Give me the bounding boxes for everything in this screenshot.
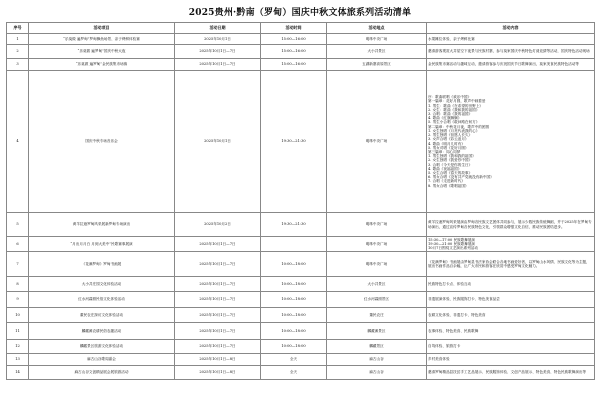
cell-project: 麻古山谷歌周嘉会 bbox=[29, 354, 175, 366]
cell-content: 序：歌曲联唱《欢乐中国》 第一篇章：花好月圆，歌声中载着爱 1. 男生：歌曲《在希望的田野上》 2. 女生：歌曲《我和我的祖国》 3. 合唱：歌曲《我的祖国》 4. 歌曲《红旗飘飘》 5. 男生小合唱《敢问路在何方》 第二篇章：中秋花月夜，歌声中的团圆 1. 女生独唱《月亮代表我的心》 2. 男生独唱《但愿人长久》 3. 女声合唱《彩云追月》 4. 歌曲《明月几时有》 5. 男女对唱《花好月圆》 第三篇章：同心同梦 1. 男生独唱《我和我的祖国》 2. 女生独唱《我爱你中国》 3. 合唱《今天是你的生日》 4. 歌曲《祝福祖国》 5. 女生合唱《春天的故事》 6. 男女合唱《没有共产党就没有新中国》 7. 合唱《走进新时代》 8. 男女合唱《歌唱祖国》 bbox=[427, 71, 595, 213]
table-row bbox=[7, 59, 595, 71]
header-time: 活动时间 bbox=[261, 23, 327, 34]
cell-time: 15:00—16:00 bbox=[261, 45, 327, 59]
table-row bbox=[7, 213, 595, 237]
cell-project: “月出月月白 月到大美中”民歌赛事展演 bbox=[29, 237, 175, 252]
cell-date: 2025年10月1日—7日 bbox=[175, 323, 261, 340]
cell-no: 11 bbox=[7, 323, 29, 340]
table-row bbox=[7, 308, 595, 323]
cell-time: 10:00—18:00 bbox=[261, 292, 327, 308]
cell-content: 邀请游客观赏大井星空下夜景与民族村寨，参与莫家国庆中秋特色灯谜竞猜等活动，国庆特色活动现场 bbox=[427, 45, 595, 59]
cell-project: 国庆中秋专场音乐会 bbox=[29, 71, 175, 213]
table-body bbox=[7, 34, 595, 380]
cell-date: 2025年10月1日—7日 bbox=[175, 45, 261, 59]
cell-no: 14 bbox=[7, 366, 29, 380]
cell-place: 明珠中央广场 bbox=[327, 71, 427, 213]
table-row bbox=[7, 277, 595, 292]
cell-time: 10:00—18:00 bbox=[261, 340, 327, 354]
cell-date: 2025年10月1日—7日 bbox=[175, 340, 261, 354]
table-header-row bbox=[7, 23, 595, 34]
cell-time: 10:00—18:00 bbox=[261, 277, 327, 292]
cell-place: 明珠中央广场 bbox=[327, 237, 427, 252]
table-row bbox=[7, 366, 595, 380]
cell-date: 2025年10月1日—8日 bbox=[175, 366, 261, 380]
header-date: 活动日期 bbox=[175, 23, 261, 34]
cell-time: 19:30—21:30 bbox=[261, 213, 327, 237]
cell-content: 农事体验、特色美食、民族歌舞 bbox=[427, 323, 595, 340]
cell-content: 金民族集市赛活动与趣味互动，邀请游客参与庆祝国庆节日歌舞演出，莫家美食民族特色活动等 bbox=[427, 59, 595, 71]
cell-time: 全天 bbox=[261, 366, 327, 380]
cell-date: 2025年10月1日—7日 bbox=[175, 308, 261, 323]
cell-place: 董民农庄 bbox=[327, 308, 427, 323]
activity-table bbox=[6, 22, 595, 380]
cell-place: 大小井景区 bbox=[327, 277, 427, 292]
cell-place: 五湖新寨高原景区 bbox=[327, 59, 427, 71]
cell-place: 大小井景区 bbox=[327, 45, 427, 59]
cell-time: 10:00—18:00 bbox=[261, 323, 327, 340]
cell-no: 9 bbox=[7, 292, 29, 308]
cell-time: 全天 bbox=[261, 354, 327, 366]
table-row bbox=[7, 71, 595, 213]
table-row bbox=[7, 45, 595, 59]
cell-no: 3 bbox=[7, 59, 29, 71]
cell-project: “乐莫做 遍罗甸”国庆中秋大夜 bbox=[29, 45, 175, 59]
cell-place: 红水河暮照景区 bbox=[327, 292, 427, 308]
cell-date: 2025年10月1日—7日 bbox=[175, 59, 261, 71]
cell-no: 6 bbox=[7, 237, 29, 252]
cell-time: 15:00—16:00 bbox=[261, 59, 327, 71]
cell-no: 12 bbox=[7, 340, 29, 354]
cell-content: 农耕文化体验、非遗打卡、特色美食 bbox=[427, 308, 595, 323]
cell-place: 明珠中央广场 bbox=[327, 252, 427, 277]
cell-no: 10 bbox=[7, 308, 29, 323]
cell-project: 大小井庄园文化体验活动 bbox=[29, 277, 175, 292]
cell-project: 《花满罗甸》罗甸书画展 bbox=[29, 252, 175, 277]
cell-place: 明珠中央广场 bbox=[327, 34, 427, 45]
cell-date: 2025年10月1日—7日 bbox=[175, 237, 261, 252]
cell-date: 2025年10月1日 bbox=[175, 71, 261, 213]
document-title: 2025贵州·黔南（罗甸）国庆中秋文体旅系列活动清单 bbox=[188, 8, 412, 18]
cell-no: 7 bbox=[7, 252, 29, 277]
cell-time: 10:00—18:00 bbox=[261, 308, 327, 323]
cell-place: 麻古山谷 bbox=[327, 354, 427, 366]
cell-project: 麻古山谷文创精品展会展旅游活动 bbox=[29, 366, 175, 380]
table-row bbox=[7, 292, 595, 308]
cell-content: 民族特色打卡点、体验互动 bbox=[427, 277, 595, 292]
cell-date: 2025年10月2日 bbox=[175, 213, 261, 237]
header-no: 序号 bbox=[7, 23, 29, 34]
cell-time: 10:00—18:00 bbox=[261, 252, 327, 277]
cell-time: 19:30—21:30 bbox=[261, 71, 327, 213]
cell-content: 自驾体验、旅游打卡 bbox=[427, 340, 595, 354]
cell-date: 2025年10月1日—8日 bbox=[175, 354, 261, 366]
cell-date: 2025年10月1日—7日 bbox=[175, 292, 261, 308]
cell-time bbox=[261, 237, 327, 252]
cell-place: 麟藏滩景区 bbox=[327, 323, 427, 340]
header-place: 活动地点 bbox=[327, 23, 427, 34]
cell-place: 麻古山谷 bbox=[327, 366, 427, 380]
cell-project: 麟藏景区旅游文化体验活动 bbox=[29, 340, 175, 354]
cell-project: 黄羊拉遮罗甸风采展新罗甸专场演出 bbox=[29, 213, 175, 237]
cell-date: 2025年10月1日—7日 bbox=[175, 277, 261, 292]
cell-no: 8 bbox=[7, 277, 29, 292]
table-row bbox=[7, 340, 595, 354]
cell-content: 乡村美食体验 bbox=[427, 354, 595, 366]
cell-project: 红水河暮照民俗文化体验活动 bbox=[29, 292, 175, 308]
cell-place: 麟藏景区 bbox=[327, 340, 427, 354]
table-row bbox=[7, 34, 595, 45]
cell-project: 董民农庄探访文化体验活动 bbox=[29, 308, 175, 323]
cell-content: 非遗展演体验、民族服饰打卡、特色美食品尝 bbox=[427, 292, 595, 308]
cell-content: 15:30—17:00 民族歌舞展演 19:30—21:00 民族歌舞展演 10月7日围绕文艺演出系列活动 bbox=[427, 237, 595, 252]
header-project: 活动项目 bbox=[29, 23, 175, 34]
cell-content: 水果摊位体验、亲子烤鲜比赛 bbox=[427, 34, 595, 45]
cell-project: “乐莫做 遍罗甸”罗甸飘鱼场景、亲子烤鲜体验赛 bbox=[29, 34, 175, 45]
table-row bbox=[7, 237, 595, 252]
cell-content: 《花满罗甸》书画展由罗甸县书法家协会联合各地书画爱好者，以罗甸山水风情、民族文化等为主题，展出书画作品百余幅，让广大市民和游客在欣赏中感受罗甸文化魅力。 bbox=[427, 252, 595, 277]
cell-no: 13 bbox=[7, 354, 29, 366]
cell-no: 2 bbox=[7, 45, 29, 59]
table-row bbox=[7, 354, 595, 366]
cell-date: 2025年10月1日 bbox=[175, 34, 261, 45]
cell-content: 黄羊拉遮罗甸风采展演由罗甸各民族文艺团体共同参与，展示少数民族传统舞蹈，并于2025年在罗甸专场演出，通过宣传罗甸各民族特色文化，引领群众增强文化自信，推动民族团结进步。 bbox=[427, 213, 595, 237]
cell-project: “乐莫做 遍罗甸”金民族集市场赛 bbox=[29, 59, 175, 71]
cell-date: 2025年10月1日—7日 bbox=[175, 252, 261, 277]
cell-no: 1 bbox=[7, 34, 29, 45]
cell-no: 4 bbox=[7, 71, 29, 213]
table-row bbox=[7, 323, 595, 340]
cell-project: 麟藏滩农耕民俗农趣活动 bbox=[29, 323, 175, 340]
cell-place: 明珠中央广场 bbox=[327, 213, 427, 237]
table-row bbox=[7, 252, 595, 277]
cell-time: 15:00—16:00 bbox=[261, 34, 327, 45]
cell-content: 邀请罗甸精品县扶贫手工艺品展示、民族服饰体验、文创产品展示、特色美食、特色民族歌舞演出等 bbox=[427, 366, 595, 380]
header-content: 活动内容 bbox=[427, 23, 595, 34]
cell-no: 5 bbox=[7, 213, 29, 237]
